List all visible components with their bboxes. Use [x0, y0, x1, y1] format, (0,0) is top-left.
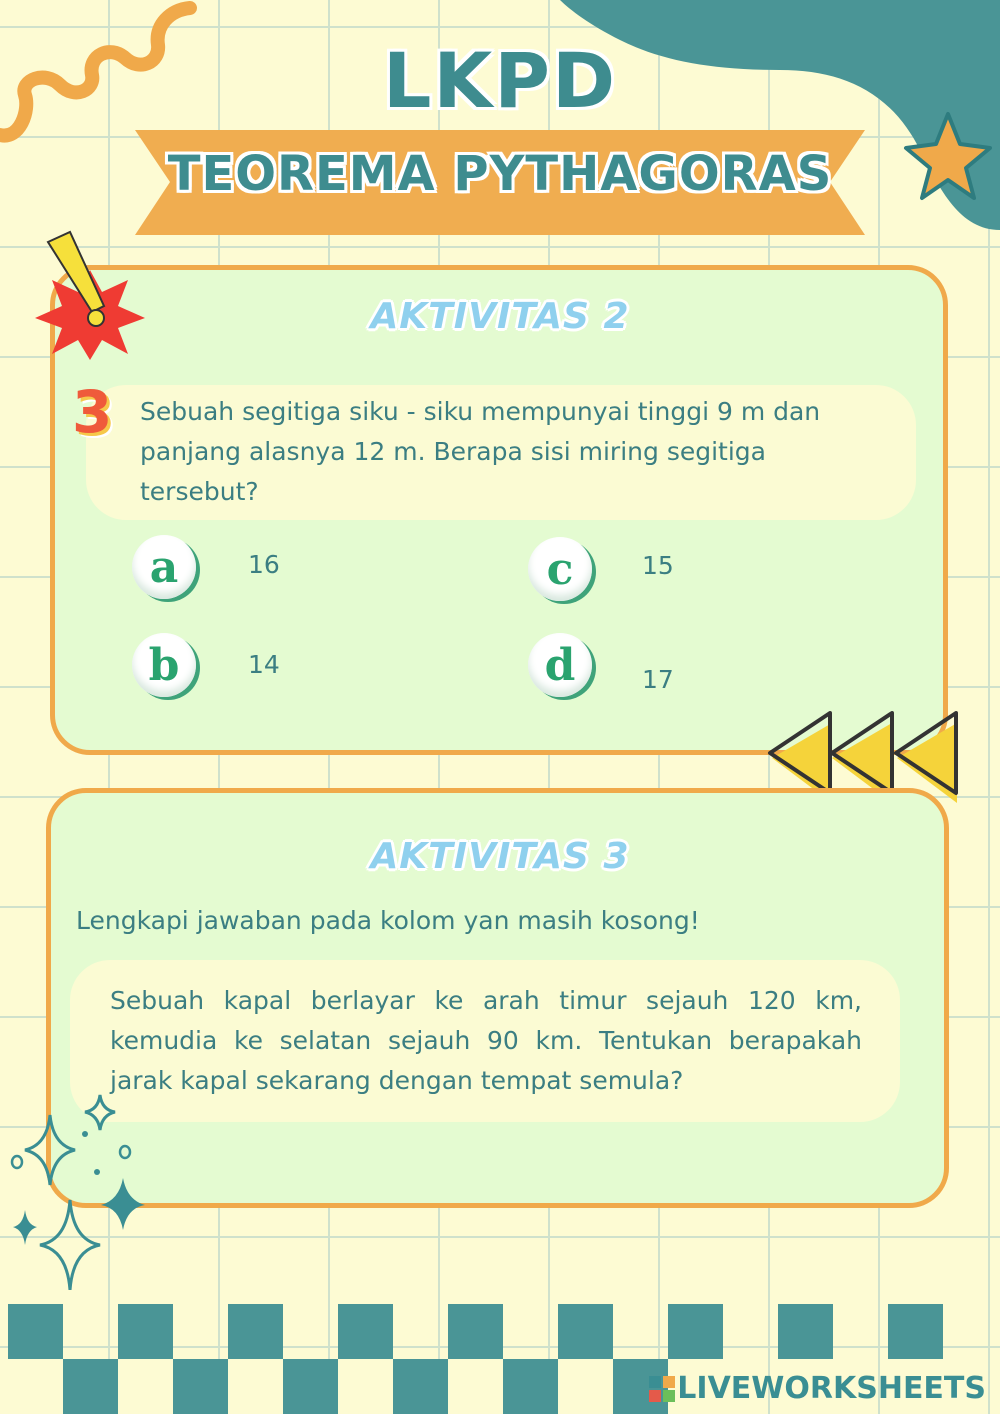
option-a-value: 16 — [248, 550, 280, 579]
option-d-button[interactable] — [528, 633, 592, 697]
problem-line: jarak kapal sekarang dengan tempat semula? — [110, 1066, 684, 1095]
option-letter: a — [149, 541, 179, 593]
option-b-value: 14 — [248, 650, 280, 679]
liveworksheets-icon — [649, 1376, 675, 1402]
option-b-button[interactable] — [132, 633, 196, 697]
question-line: tersebut? — [140, 477, 259, 506]
activity-2-title: AKTIVITAS 2 — [370, 296, 630, 337]
option-d-value: 17 — [642, 665, 674, 694]
problem-line: kemudia ke selatan sejauh 90 km. Tentukan berapakah — [110, 1026, 862, 1055]
liveworksheets-logo — [649, 1371, 986, 1406]
question-line: Sebuah segitiga siku - siku mempunyai tinggi 9 m dan — [140, 397, 821, 426]
option-c-button[interactable] — [528, 537, 592, 601]
brand-text: LIVEWORKSHEETS — [677, 1371, 986, 1406]
activity-3-instruction: Lengkapi jawaban pada kolom yan masih kosong! — [76, 906, 700, 935]
question-text — [140, 392, 910, 512]
page-subtitle: TEOREMA PYTHAGORAS — [167, 146, 833, 202]
page-title: LKPD — [382, 36, 618, 125]
option-a-button[interactable] — [132, 535, 196, 599]
activity-3-title: AKTIVITAS 3 — [370, 836, 630, 877]
sparkles-decoration — [5, 1090, 155, 1290]
exclamation-burst-icon — [30, 230, 150, 360]
problem-text — [110, 981, 862, 1101]
question-number: 3 — [72, 378, 113, 446]
option-letter: d — [544, 639, 576, 691]
option-letter: c — [546, 543, 574, 595]
question-line: panjang alasnya 12 m. Berapa sisi miring segitiga — [140, 437, 766, 466]
option-c-value: 15 — [642, 551, 674, 580]
problem-line: Sebuah kapal berlayar ke arah timur sejauh 120 km, — [110, 986, 862, 1015]
option-letter: b — [148, 639, 180, 691]
